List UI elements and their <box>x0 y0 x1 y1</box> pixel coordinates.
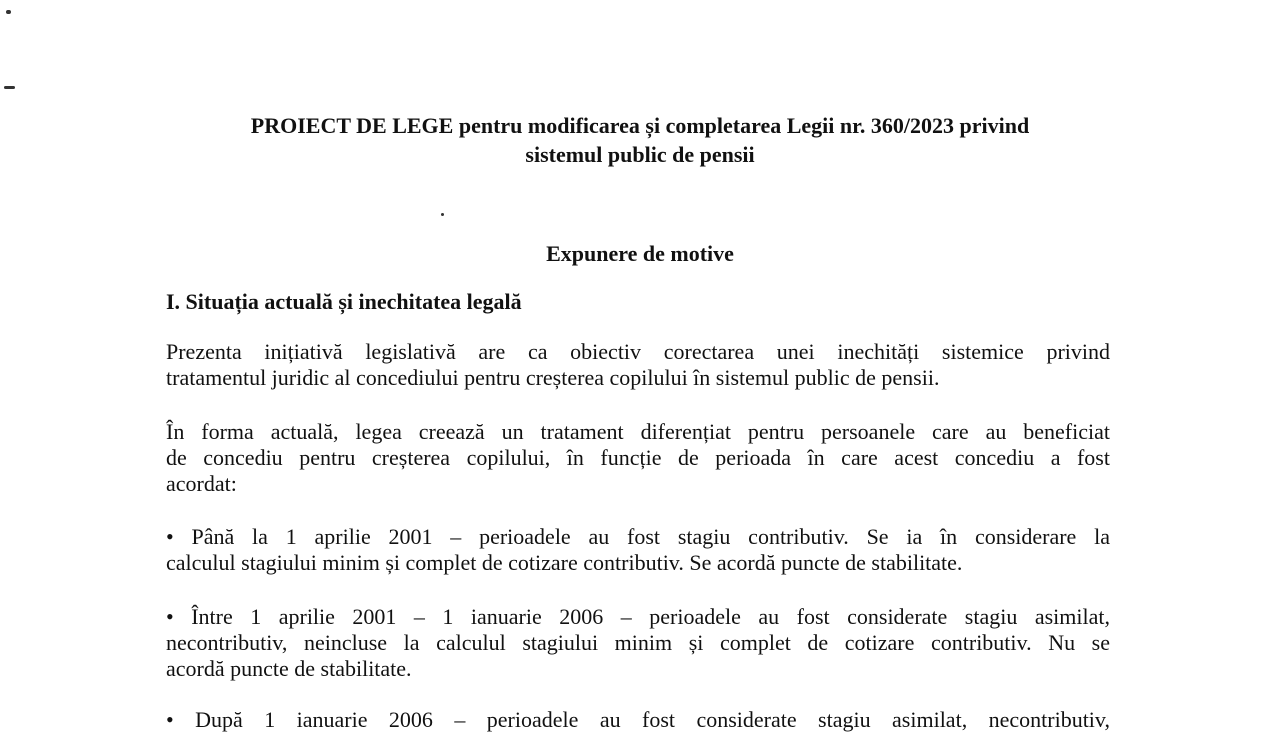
section-heading: I. Situația actuală și inechitatea legală <box>166 289 522 314</box>
bullet-item <box>166 524 1110 576</box>
text-line: În forma actuală, legea creează un tratament diferențiat pentru persoanele care au beneficiat <box>166 419 1110 444</box>
text-line: calculul stagiului minim și complet de cotizare contributiv. Se acordă puncte de stabilitate. <box>166 550 963 575</box>
text-line: tratamentul juridic al concediului pentru creșterea copilului în sistemul public de pensii. <box>166 365 940 390</box>
scan-artifact <box>6 10 11 14</box>
paragraph <box>166 339 1110 391</box>
title-line: PROIECT DE LEGE pentru modificarea și completarea Legii nr. 360/2023 privind <box>250 113 1030 138</box>
text-line: • Până la 1 aprilie 2001 – perioadele au fost stagiu contributiv. Se ia în considerare la <box>166 524 1110 549</box>
bullet-item <box>166 604 1110 682</box>
title-line: sistemul public de pensii <box>525 142 755 167</box>
text-line: • Între 1 aprilie 2001 – 1 ianuarie 2006 – perioadele au fost considerate stagiu asimilat, <box>166 604 1110 629</box>
text-line: Prezenta inițiativă legislativă are ca obiectiv corectarea unei inechități sistemice privind <box>166 339 1110 364</box>
bullet-item <box>166 707 1110 733</box>
scan-artifact <box>441 213 444 216</box>
document-title <box>0 111 1280 169</box>
text-line: de concediu pentru creșterea copilului, în funcție de perioada în care acest concediu a fost <box>166 445 1110 470</box>
paragraph <box>166 419 1110 497</box>
text-line: • După 1 ianuarie 2006 – perioadele au fost considerate stagiu asimilat, necontributiv, <box>166 707 1110 732</box>
text-line: acordat: <box>166 471 237 496</box>
scan-artifact <box>4 86 15 89</box>
text-line: acordă puncte de stabilitate. <box>166 656 412 681</box>
text-line: necontributiv, neincluse la calculul stagiului minim și complet de cotizare contributiv. Nu se <box>166 630 1110 655</box>
document-subtitle: Expunere de motive <box>546 241 734 266</box>
